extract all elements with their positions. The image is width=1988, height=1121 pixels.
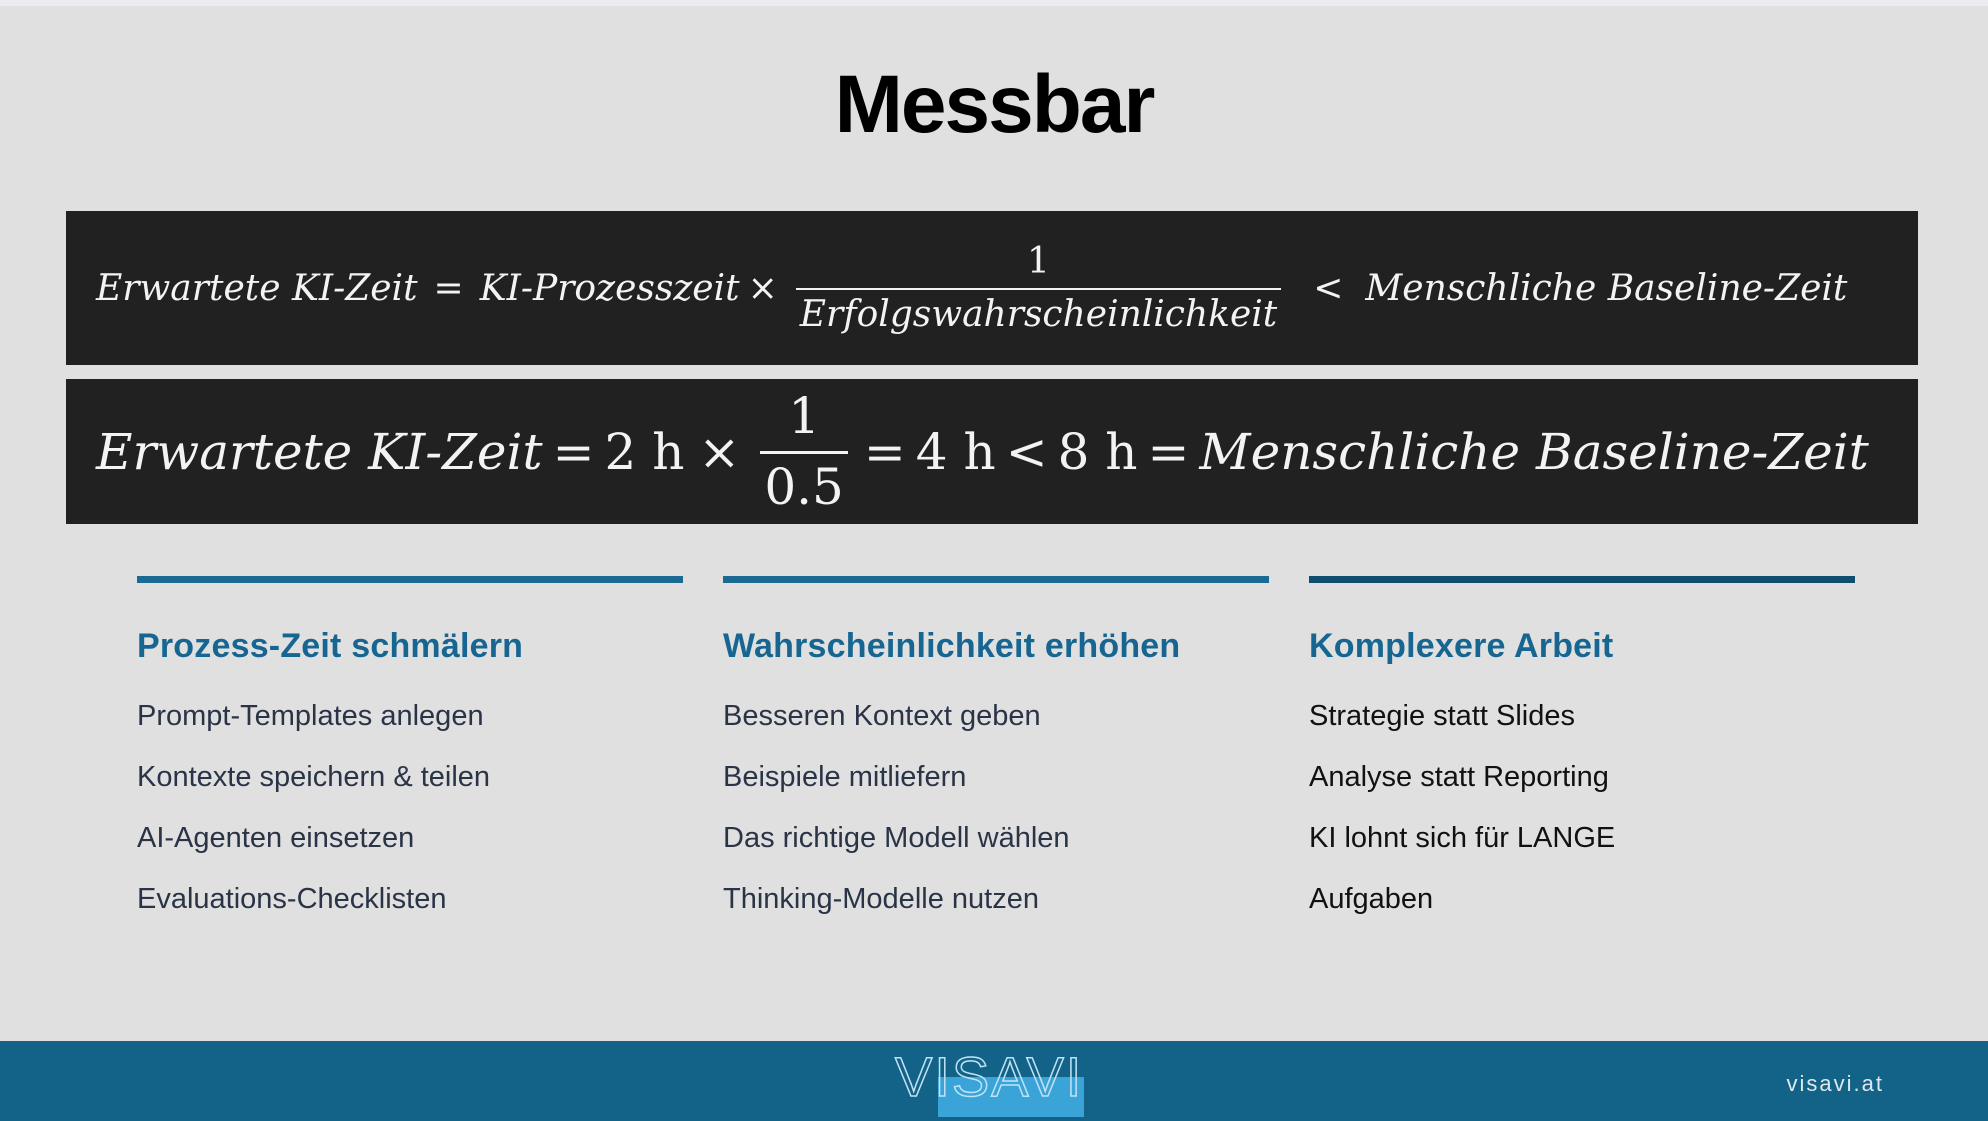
website-link[interactable]: visavi.at	[1786, 1071, 1884, 1096]
list-item: Das richtige Modell wählen	[723, 822, 1070, 854]
list-item: AI-Agenten einsetzen	[137, 822, 415, 854]
example-baseline: 8 h	[1057, 422, 1138, 481]
column-heading: Komplexere Arbeit	[1309, 627, 1614, 665]
list-item: Thinking-Modelle nutzen	[723, 883, 1039, 915]
example-fraction-denominator: 0.5	[760, 451, 848, 516]
list-item: Besseren Kontext geben	[723, 700, 1041, 732]
formula-rhs: Menschliche Baseline-Zeit	[1365, 267, 1848, 309]
footer-bar	[0, 1041, 1988, 1121]
list-item: Prompt-Templates anlegen	[137, 700, 484, 732]
list-item: Beispiele mitliefern	[723, 761, 967, 793]
list-item: Kontexte speichern & teilen	[137, 761, 491, 793]
formula-times: ×	[747, 267, 778, 309]
example-times: ×	[698, 422, 741, 481]
example-equals-1: =	[552, 422, 595, 481]
example-fraction-numerator: 1	[788, 387, 820, 445]
column-probability	[723, 576, 1269, 930]
example-less-than: <	[1005, 422, 1048, 481]
formula-less-than: <	[1313, 267, 1344, 309]
page-title: Messbar	[834, 59, 1154, 150]
example-equals-2: =	[863, 422, 906, 481]
formula-term: KI-Prozesszeit	[479, 267, 740, 309]
column-heading: Prozess-Zeit schmälern	[137, 627, 524, 665]
column-divider	[137, 576, 683, 583]
fraction-numerator: 1	[1027, 241, 1050, 282]
top-border	[0, 0, 1988, 6]
list-item: Analyse statt Reporting	[1309, 761, 1609, 793]
column-divider	[1309, 576, 1855, 583]
fraction-denominator: Erfolgswahrscheinlichkeit	[796, 288, 1282, 335]
formula-general	[66, 211, 1918, 365]
list-item: Aufgaben	[1309, 883, 1434, 915]
formula-fraction	[796, 241, 1282, 335]
formula-example	[66, 379, 1918, 524]
column-complex-work	[1309, 576, 1855, 930]
column-heading: Wahrscheinlichkeit erhöhen	[723, 627, 1181, 665]
formula-lhs: Erwartete KI-Zeit	[96, 267, 418, 309]
example-value-1: 2 h	[604, 422, 685, 481]
list-item: Strategie statt Slides	[1309, 700, 1575, 732]
visavi-logo: VISAVI	[895, 1045, 1084, 1108]
column-process-time	[137, 576, 683, 930]
example-result: 4 h	[915, 422, 996, 481]
example-equals-3: =	[1147, 422, 1190, 481]
formula-equals: =	[433, 267, 464, 309]
example-rhs: Menschliche Baseline-Zeit	[1199, 422, 1869, 481]
example-lhs: Erwartete KI-Zeit	[96, 422, 543, 481]
list-item: Evaluations-Checklisten	[137, 883, 447, 915]
column-divider	[723, 576, 1269, 583]
example-fraction	[760, 387, 848, 516]
list-item: KI lohnt sich für LANGE	[1309, 822, 1616, 854]
